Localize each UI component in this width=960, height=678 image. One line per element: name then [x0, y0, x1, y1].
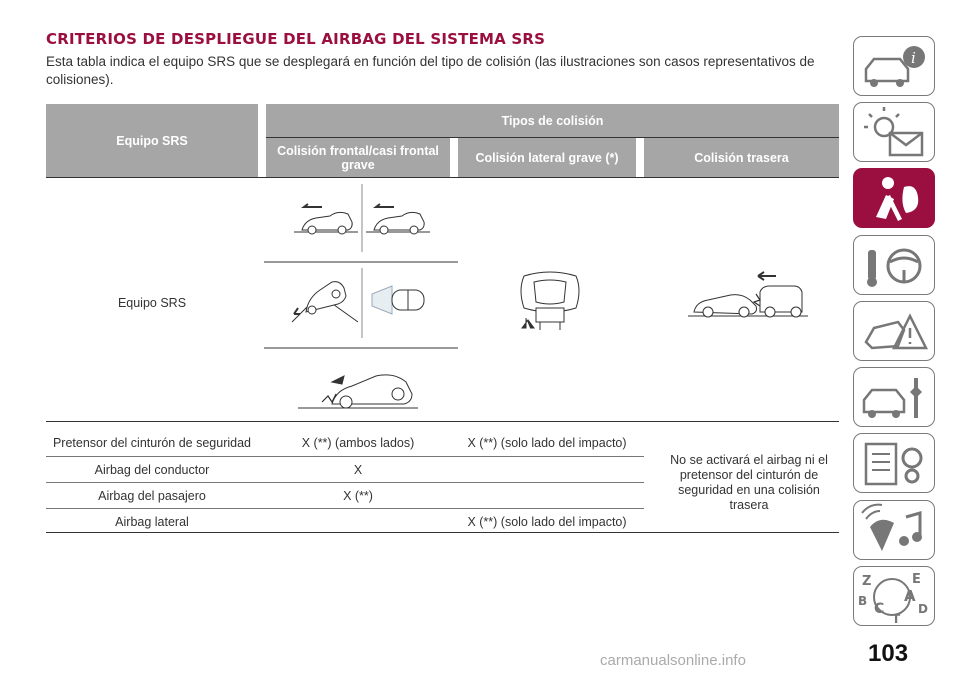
specifications-icon — [854, 434, 936, 494]
header-equipo: Equipo SRS — [116, 133, 188, 148]
index-letter: E — [912, 572, 921, 587]
tab-airbag-seatbelt[interactable] — [853, 168, 935, 228]
tab-steering-wheel-key[interactable] — [853, 235, 935, 295]
index-letter: A — [904, 587, 916, 605]
multimedia-icon — [854, 501, 936, 561]
watermark: carmanualsonline.info — [600, 652, 746, 669]
header-tipos: Tipos de colisión — [501, 113, 604, 128]
header-lateral: Colisión lateral grave (*) — [475, 150, 619, 165]
tab-warning-lights[interactable] — [853, 102, 935, 162]
row-label: Airbag lateral — [115, 515, 189, 529]
row-label: Airbag del conductor — [94, 463, 210, 477]
warning-lights-icon — [854, 103, 936, 163]
illustration-row-label: Equipo SRS — [117, 296, 187, 310]
row-frontal-value: X (**) — [343, 489, 373, 503]
tab-emergency[interactable] — [853, 301, 935, 361]
rear-collision-note: No se activará el airbag ni el pretensor del cinturón de seguridad en una colisión trasera — [670, 453, 828, 512]
index-letter: T — [892, 612, 901, 626]
index-letter: D — [918, 602, 928, 616]
page-title: CRITERIOS DE DESPLIEGUE DEL AIRBAG DEL SISTEMA SRS — [46, 30, 546, 48]
airbag-seatbelt-icon — [854, 169, 936, 229]
row-frontal-value: X (**) (ambos lados) — [301, 436, 415, 450]
lateral-collision-illustration — [510, 268, 590, 334]
tab-multimedia[interactable] — [853, 500, 935, 560]
index-letter: C — [874, 601, 885, 617]
index-icon — [854, 567, 936, 627]
tab-car-info[interactable] — [853, 36, 935, 96]
frontal-collision-illustrations — [262, 182, 462, 422]
index-letter: Z — [862, 574, 872, 589]
car-maintenance-icon — [854, 368, 936, 428]
steering-wheel-key-icon — [854, 236, 936, 296]
row-frontal-value: X — [353, 463, 363, 477]
header-frontal: Colisión frontal/casi frontal grave — [277, 143, 439, 172]
rear-collision-illustration — [686, 266, 810, 322]
index-letter: B — [858, 594, 868, 608]
row-label: Airbag del pasajero — [98, 489, 206, 503]
car-info-icon — [854, 37, 936, 97]
page-number: 103 — [868, 640, 909, 667]
tab-index[interactable] — [853, 566, 935, 626]
row-lateral-value: X (**) (solo lado del impacto) — [467, 515, 627, 529]
svg-text:i: i — [911, 49, 916, 67]
intro-paragraph: Esta tabla indica el equipo SRS que se desplegará en función del tipo de colisión (las ilustraciones son casos representativos de colisiones). — [46, 54, 815, 87]
header-trasera: Colisión trasera — [694, 150, 789, 165]
emergency-icon — [854, 302, 936, 362]
row-label: Pretensor del cinturón de seguridad — [52, 436, 252, 450]
tab-car-maintenance[interactable] — [853, 367, 935, 427]
row-lateral-value: X (**) (solo lado del impacto) — [467, 436, 627, 450]
tab-specifications[interactable] — [853, 433, 935, 493]
